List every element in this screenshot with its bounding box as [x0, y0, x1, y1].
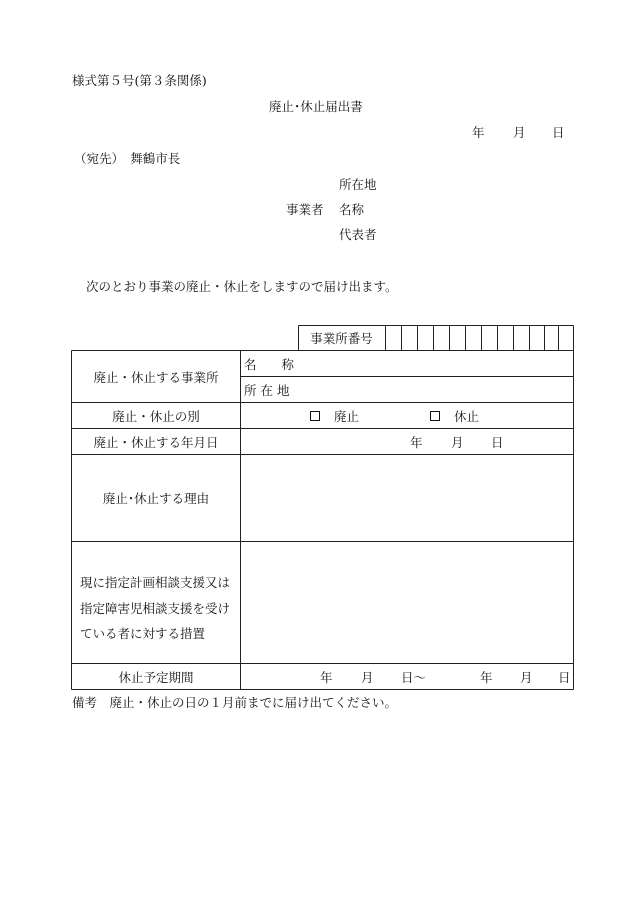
- measures-field[interactable]: [241, 542, 573, 663]
- form-title: 廃止･休止届出書: [269, 99, 363, 114]
- applicant-address-label: 所在地: [339, 177, 377, 192]
- period-day2-unit: 日: [558, 669, 571, 685]
- measures-label-line: ている者に対する措置: [80, 626, 206, 641]
- date-day-label: 日: [552, 125, 565, 140]
- option-abolish-label: 廃止: [334, 408, 360, 424]
- checkbox-abolish-icon[interactable]: [310, 411, 320, 421]
- date-month-unit: 月: [451, 434, 464, 450]
- business-address-field[interactable]: [300, 377, 572, 402]
- measures-label: [80, 570, 230, 647]
- date-label: 廃止・休止する年月日: [93, 434, 219, 450]
- date-year-label: 年: [472, 125, 485, 140]
- option-abolish[interactable]: [310, 403, 359, 428]
- period-month2-unit: 月: [520, 669, 533, 685]
- period-year2-unit: 年: [480, 669, 493, 685]
- checkbox-suspend-icon[interactable]: [430, 411, 440, 421]
- addressee: （宛先） 舞鶴市長: [74, 151, 181, 166]
- footer-note: 備考 廃止・休止の日の１月前までに届け出てください。: [72, 695, 398, 710]
- business-label: 廃止・休止する事業所: [93, 369, 219, 385]
- intro-text: 次のとおり事業の廃止・休止をしますので届け出ます。: [86, 279, 398, 294]
- option-suspend[interactable]: [430, 403, 479, 428]
- measures-label-line: 現に指定計画相談支援又は: [80, 575, 231, 590]
- business-name-field[interactable]: [300, 351, 572, 376]
- period-label: 休止予定期間: [118, 669, 194, 685]
- reason-field[interactable]: [241, 455, 573, 541]
- period-day-from-unit: 日～: [401, 669, 427, 685]
- form-number: 様式第５号(第３条関係): [72, 73, 207, 88]
- period-year-unit: 年: [320, 669, 333, 685]
- type-label: 廃止・休止の別: [112, 408, 200, 424]
- business-name-label: 名 称: [244, 356, 295, 372]
- date-day-unit: 日: [491, 434, 504, 450]
- measures-label-line: 指定障害児相談支援を受け: [80, 600, 231, 616]
- reason-label: 廃止･休止する理由: [102, 491, 210, 506]
- applicant-label: 事業者: [286, 202, 324, 217]
- applicant-representative-label: 代表者: [339, 227, 377, 242]
- applicant-name-label: 名称: [339, 202, 365, 217]
- date-year-unit: 年: [410, 434, 423, 450]
- office-number-label: 事業所番号: [310, 330, 373, 346]
- period-month-unit: 月: [361, 669, 374, 685]
- option-suspend-label: 休止: [454, 408, 480, 424]
- date-month-label: 月: [513, 125, 526, 140]
- business-address-label: 所 在 地: [244, 382, 290, 398]
